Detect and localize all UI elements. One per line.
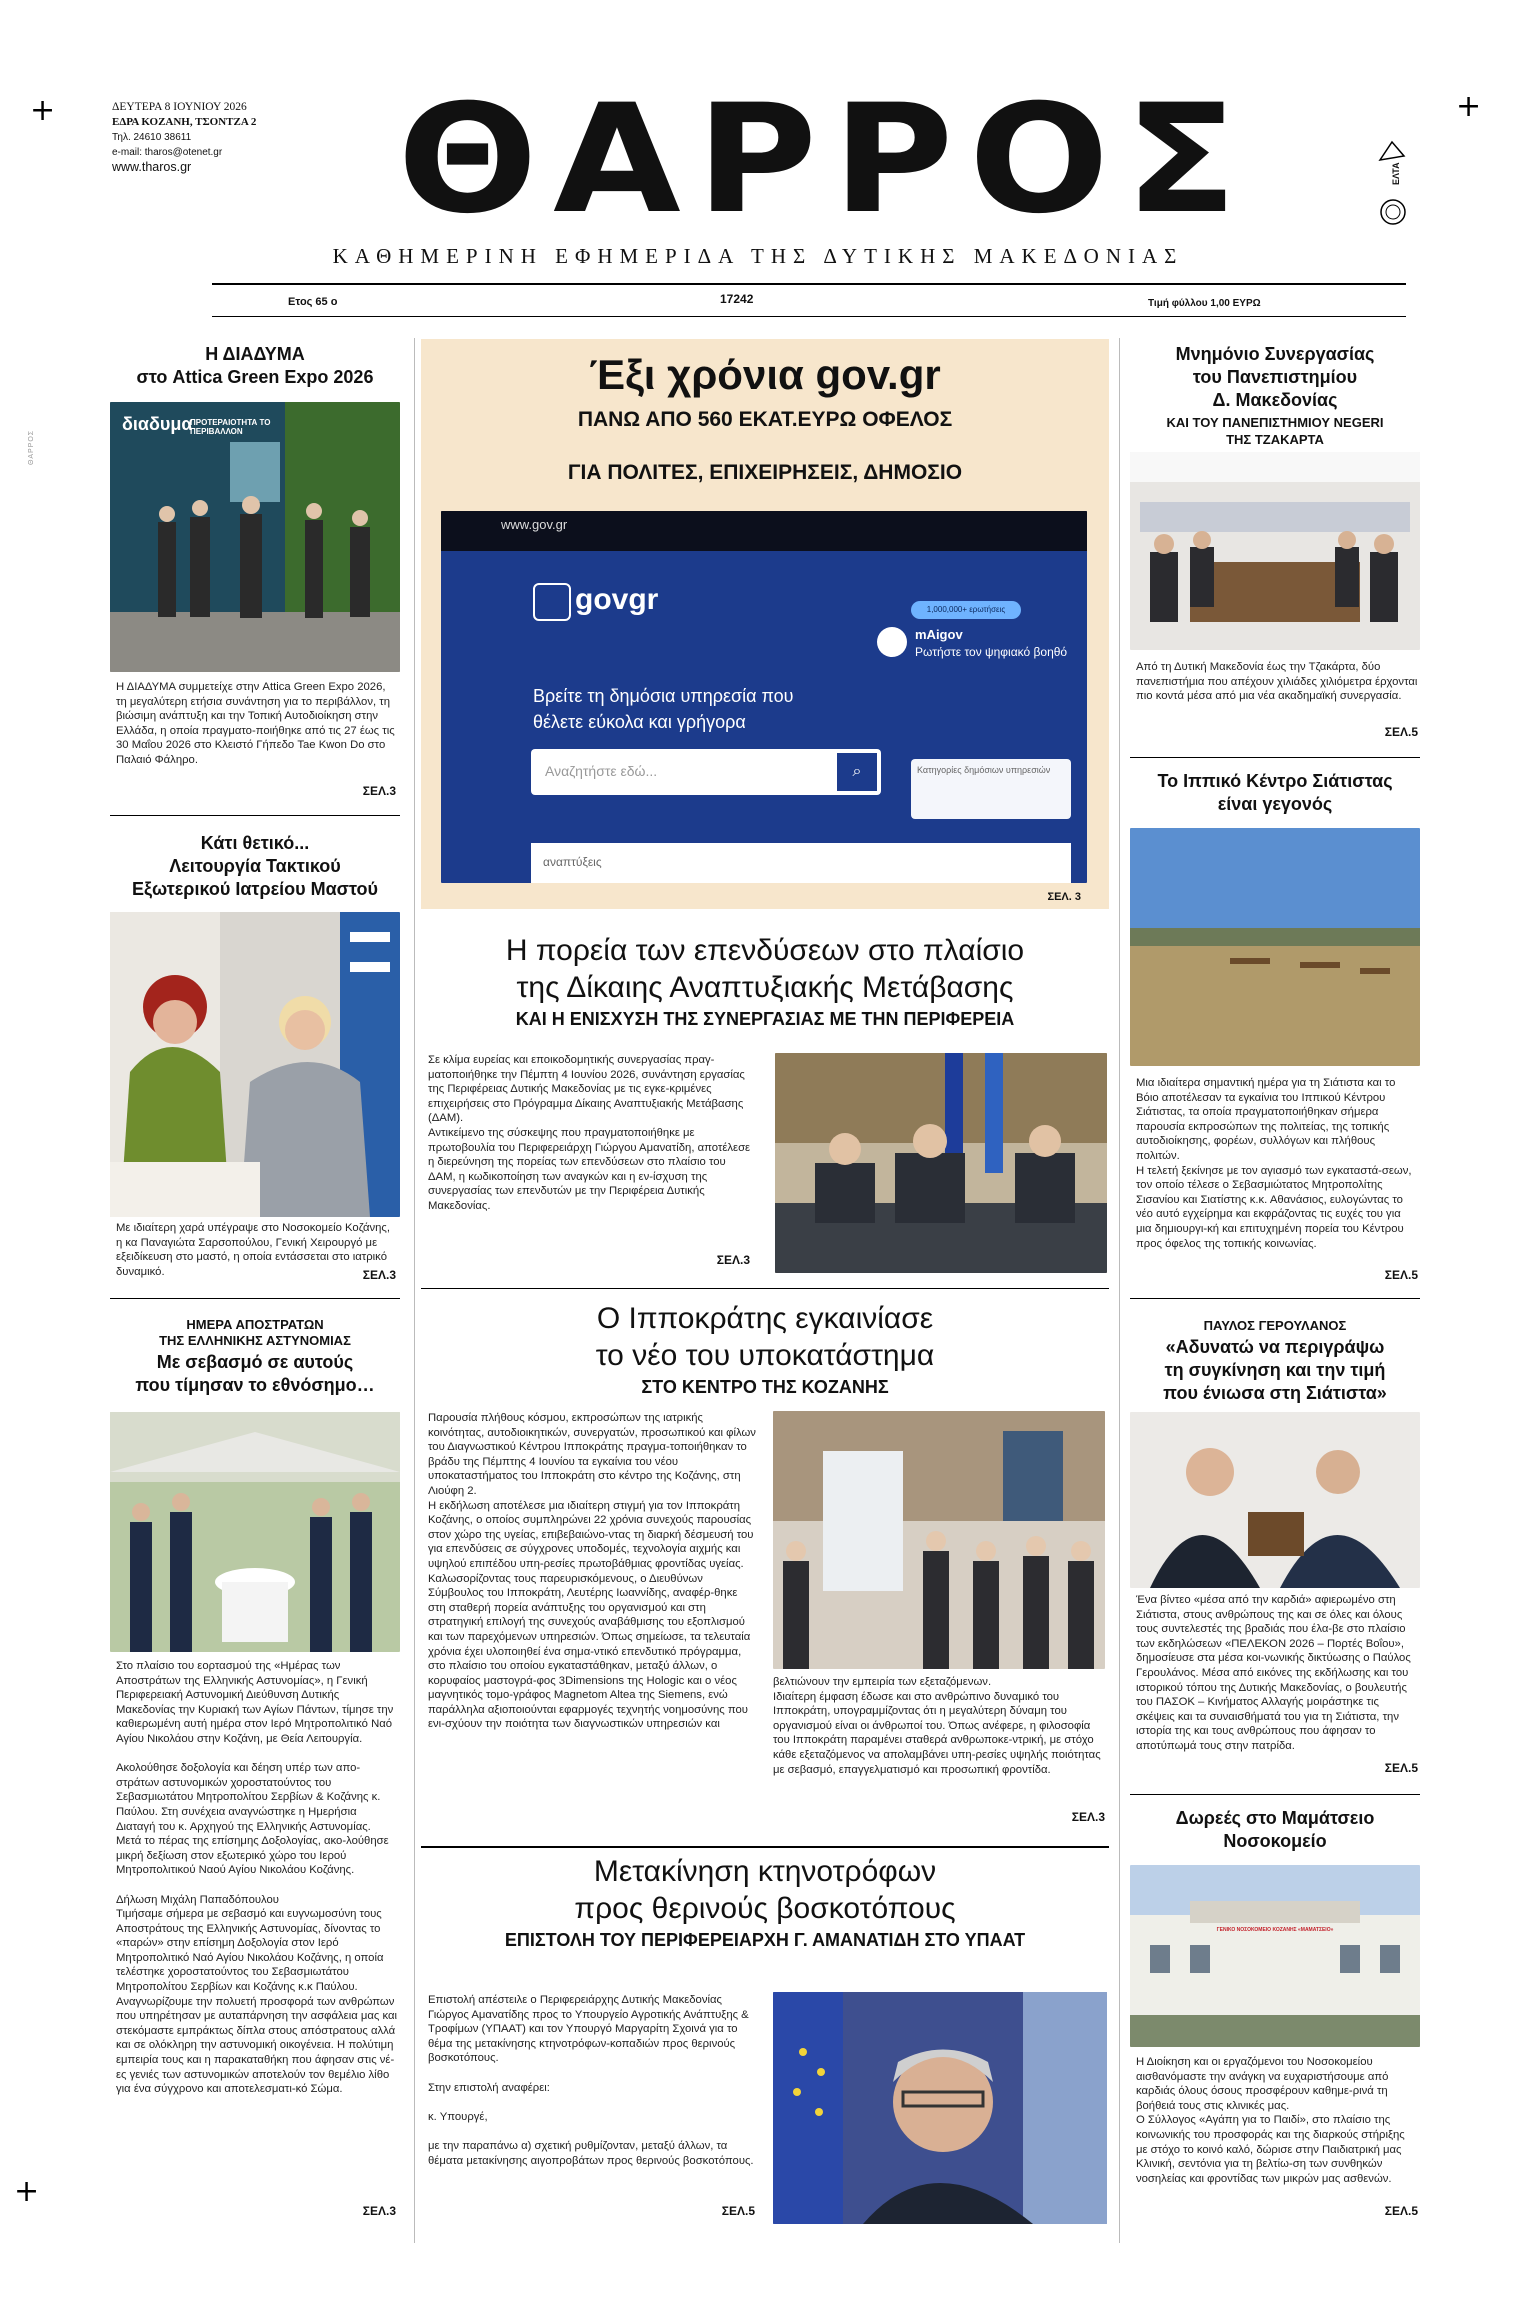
right-a4-title: Δωρεές στο Μαμάτσειο Νοσοκομείο (1175, 1808, 1375, 1851)
header-phone: Τηλ. 24610 38611 (112, 132, 192, 143)
center-a4-photo (773, 1992, 1107, 2224)
right-a2-photo (1130, 828, 1420, 1066)
right-a4-photo (1130, 1865, 1420, 2047)
right-a3-photo (1130, 1412, 1420, 1588)
elta-badge (1376, 120, 1410, 230)
screen-mai: mAigov (915, 627, 963, 642)
header-info (112, 100, 312, 175)
center-a2-page-ref: ΣΕΛ.3 (716, 1253, 750, 1267)
banner-text: ΠΡΟΤΕΡΑΙΟΤΗΤΑ ΤΟ ΠΕΡΙΒΑΛΛΟΝ (190, 418, 271, 436)
center-a4-page-ref: ΣΕΛ.5 (721, 2204, 755, 2218)
screen-chat-hint: Κατηγορίες δημόσιων υπηρεσιών (911, 759, 1071, 819)
screen-bottom: αναπτύξεις (531, 843, 1071, 883)
header-address: ΕΔΡΑ ΚΟΖΑΝΗ, ΤΣΟΝΤΖΑ 2 (112, 116, 257, 128)
right-a1-page-ref: ΣΕΛ.5 (1384, 725, 1418, 739)
year-label: Ετος 65 ο (288, 296, 338, 308)
lead-line2: ΓΙΑ ΠΟΛΙΤΕΣ, ΕΠΙΧΕΙΡΗΣΕΙΣ, ΔΗΜΟΣΙΟ (567, 461, 963, 484)
side-vertical-text: ΘΑΡΡΟΣ (28, 429, 35, 465)
crop-mark-bottom-left: + (14, 2174, 40, 2209)
center-a2-body: Σε κλίμα ευρείας και εποικοδομητικής συνεργασίας πραγ-ματοποιήθηκε την Πέμπτη 4 Ιουνίου 2026, συνάντηση εργασίας της Περιφέρειας Δυτικής Μακεδονίας με τις εγκε-κριμένες επιχειρήσεις στο Πρόγραμμα Δίκαιης Αναπτυξιακής Μετάβασης (ΔΑΜ). Αντικείμενο της σύσκεψης που πραγματοποιήθηκε με πρωτοβουλία του Περιφερειάρχη Γιώργου Αμανατίδη, αποτέλεσε η διερεύνηση της πορείας των επενδύσεων στο πλαίσιο του ΔΑΜ, η κωδικοποίηση των αναγκών και η εν-ίσχυση της συνεργασίας των επενδυτών με την Περιφέρεια Δυτικής Μακεδονίας. (428, 1054, 751, 1212)
masthead-subtitle: ΚΑΘΗΜΕΡΙΝΗ ΕΦΗΜΕΡΙΔΑ ΤΗΣ ΔΥΤΙΚΗΣ ΜΑΚΕΔΟΝΙΑΣ (332, 244, 1184, 268)
center-a3-title: Ο Ιπποκράτης εγκαινίασε το νέο του υποκατάστημα (595, 1302, 935, 1372)
center-a2-photo (775, 1053, 1107, 1273)
crop-mark-top-right: + (1456, 89, 1482, 124)
right-a4-page-ref: ΣΕΛ.5 (1384, 2204, 1418, 2218)
screen-search-box (531, 749, 881, 795)
lead-photo-govgr (441, 511, 1087, 883)
left-a3-photo (110, 1412, 400, 1652)
issue-number: 17242 (720, 292, 754, 306)
lead-box (421, 339, 1109, 909)
left-a1-page-ref: ΣΕΛ.3 (362, 784, 396, 798)
left-a1-title: Η ΔΙΑΔΥΜΑ στο Attica Green Expo 2026 (136, 344, 374, 387)
govgr-logo-icon (533, 583, 571, 621)
screen-chat-badge: 1,000,000+ ερωτήσεις (911, 601, 1021, 619)
lead-page-ref: ΣΕΛ. 3 (1047, 891, 1081, 903)
right-a1-sub: ΚΑΙ ΤΟΥ ΠΑΝΕΠΙΣΤΗΜΙΟΥ NEGERI ΤΗΣ ΤΖΑΚΑΡΤΑ (1166, 415, 1384, 447)
center-a3-body-right: βελτιώνουν την εμπειρία των εξεταζόμενων. Ιδιαίτερη έμφαση έδωσε και στο ανθρώπινο δυναμικό του Ιπποκράτη, υπογραμμίζοντας ότι η μεγαλύτερη δύναμη του οργανισμού είναι οι άνθρωποί του. Όπως ανέφερε, η φιλοσοφία του Ιπποκράτη παραμένει σταθερά ανθρωποκε-ντρική, με στόχο κάθε εξεταζόμενος να απολαμβάνει υπη-ρεσίες υψηλής ποιότητας με σεβασμό, επαγγελματισμό και προσωπική φροντίδα. (773, 1676, 1101, 1776)
center-a4-body: Επιστολή απέστειλε ο Περιφερειάρχης Δυτικής Μακεδονίας Γιώργος Αμανατίδης προς το Υπουργείο Αγροτικής Ανάπτυξης & Τροφίμων (ΥΠΑΑΤ) και τον Υπουργό Μαργαρίτη Σχοινά για το θέμα της μετακίνησης κτηνοτρόφων-κοπαδιών προς θερινούς βοσκοτόπους. Στην επιστολή αναφέρει: κ. Υπουργέ, με την παραπάνω α) σχετική ρυθμίζονταν, μεταξύ άλλων, τα θέματα μετακίνησης αιγοπροβάτων προς θερινούς βοσκοτόπους. (428, 1994, 754, 2167)
left-a3-kicker: ΗΜΕΡΑ ΑΠΟΣΤΡΑΤΩΝ ΤΗΣ ΕΛΛΗΝΙΚΗΣ ΑΣΤΥΝΟΜΙΑΣ (159, 1317, 351, 1348)
left-a2-page-ref: ΣΕΛ.3 (362, 1268, 396, 1282)
left-a3-body: Στο πλαίσιο του εορτασμού της «Ημέρας των Αποστράτων της Ελληνικής Αστυνομίας», η Γενική Περιφερειακή Αστυνομική Διεύθυνση Δυτικής Μακεδονίας την Κυριακή των Αγίων Πάντων, τίμησε την καθιερωμένη αυτή ημέρα στον Ιερό Μητροπολιτικό Ναό Αγίου Νικολάου στην Κοζάνη, με Θεία Λειτουργία. Ακολούθησε δοξολογία και δέηση υπέρ των απο-στράτων αστυνομικών χοροστατούντος του Σεβασμιωτάτου Μητροπολίτου Σερβίων & Κοζάνης κ. Παύλου. Στη συνέχεια αναγνώστηκε η Ημερήσια Διαταγή του κ. Αρχηγού της Ελληνικής Αστυνομίας. Μετά το πέρας της επίσημης Δοξολογίας, ακο-λούθησε μικρή δεξίωση στον εξωτερικό χώρο του Ιερού Μητροπολιτικού Ναού Αγίου Νικολάου Κοζάνης. Δήλωση Μιχάλη Παπαδόπουλου Τιμήσαμε σήμερα με σεβασμό και ευγνωμοσύνη τους Αποστράτους της Ελληνικής Αστυνομίας, δίνοντας το «παρών» στην επίσημη Δοξολογία στον Ιερό Μητροπολιτικό Ναό Αγίου Νικολάου Κοζάνης, η οποία τελέστηκε χοροστατούντος του Σεβασμιωτάτου Μητροπολίτου Σερβίων και Κοζάνης κ.κ Παύλου. Αναγνωρίζουμε την πολυετή προσφορά των ανθρώπων που υπηρέτησαν με αυταπάρνηση την ασφάλεια μας και στεκόμαστε εμπράκτως δίπλα στους απόστρατους αλλά και σε ολόκληρη την αστυνομική οικογένεια. Η πολύτιμη εμπειρία τους και η παρακαταθήκη που άφησαν στις νέ-ες γενιές των αστυνομικών αποτελούν τον θεμέλιο λίθο για ένα σύγχρονο και αποτελεσματι-κό Σώμα. (116, 1660, 398, 2096)
screen-logo: govgr (575, 583, 659, 616)
right-a2-body: Μια ιδιαίτερα σημαντική ημέρα για τη Σιάτιστα και το Βόιο αποτέλεσαν τα εγκαίνια του Ιππικού Κέντρου Σιάτιστας, τα οποία πραγματοποιήθηκαν σήμερα παρουσία εκπροσώπων της πολιτείας, της τοπικής αυτοδιοίκησης, φορέων, συλλόγων και πλήθους πολιτών. Η τελετή ξεκίνησε με τον αγιασμό των εγκαταστά-σεων, τον οποίο τέλεσε ο Σεβασμιώτατος Μητροπολίτης Σισανίου και Σιατίστης κ.κ. Αθανάσιος, ευλογώντας το νέο αυτό εγχείρημα και εκφράζοντας τις ευχές του για μια δημιουργι-κή και επιτυχημένη πορεία του Κέντρου προς όφελος της τοπικής κοινωνίας. (1136, 1077, 1412, 1250)
left-a2-title: Κάτι θετικό... Λειτουργία Τακτικού Εξωτερικού Ιατρείου Μαστού (132, 833, 378, 899)
center-a4-title: Μετακίνηση κτηνοτρόφων προς θερινούς βοσκοτόπους (574, 1855, 956, 1925)
center-a3-page-ref: ΣΕΛ.3 (1071, 1810, 1105, 1824)
left-a1-body: Η ΔΙΑΔΥΜΑ συμμετείχε στην Attica Green Expo 2026, τη μεγαλύτερη ετήσια συνάντηση για το περιβάλλον, τη βιώσιμη ανάπτυξη και την Τοπική Αυτοδιοίκηση στην Ελλάδα, η οποία πραγματο-ποιήθηκε από τις 27 έως τις 30 Μαΐου 2026 στο Κλειστό Γήπεδο Tae Kwon Do στο Παλαιό Φάληρο. (116, 681, 395, 766)
screen-search-placeholder: Αναζητήστε εδώ... (545, 763, 658, 779)
right-a3-title: «Αδυνατώ να περιγράψω τη συγκίνηση και την τιμή που ένιωσα στη Σιάτιστα» (1163, 1337, 1387, 1403)
hospital-sign: ΓΕΝΙΚΟ ΝΟΣΟΚΟΜΕΙΟ ΚΟΖΑΝΗΣ «ΜΑΜΑΤΣΕΙΟ» (1216, 1927, 1334, 1933)
banner-brand: διαδυμα (122, 414, 193, 434)
right-a3-body: Ένα βίντεο «μέσα από την καρδιά» αφιερωμένο στη Σιάτιστα, στους ανθρώπους της και σε όλες και όλους τους συντελεστές της βραδιάς που έλα-βε στο πλαίσιο των εκδηλώσεων «ΠΕΛΕΚΟΝ 2026 – Πορτές Βοΐου», δημοσίευσε στα μέσα κοι-νωνικής δικτύωσης ο Παύλος Γερουλάνος. Μέσα από εικόνες της εκδήλωσης και του ιστορικού τόπου της Δυτικής Μακεδονίας, ο βουλευτής του ΠΑΣΟΚ – Κινήματος Αλλαγής μοιράστηκε τις σκέψεις και τα συναισθήματά του για τη Σιάτιστα, την ιστορία της και τους ανθρώπους που άφησαν το αποτύπωμά τους στην πατρίδα. (1136, 1594, 1411, 1752)
left-a1-photo (110, 402, 400, 672)
center-a2-title: Η πορεία των επενδύσεων στο πλαίσιο της Δίκαιης Αναπτυξιακής Μετάβασης (505, 934, 1025, 1004)
crop-mark-top-left: + (30, 93, 56, 128)
header-email: e-mail: tharos@otenet.gr (112, 147, 223, 158)
right-a1-title: Μνημόνιο Συνεργασίας του Πανεπιστημίου Δ. Μακεδονίας (1175, 344, 1375, 410)
screen-chat-prompt: Ρωτήστε τον ψηφιακό βοηθό (915, 645, 1068, 659)
elta-label: ΕΛΤΑ (1391, 162, 1401, 185)
right-a2-page-ref: ΣΕΛ.5 (1384, 1268, 1418, 1282)
right-a3-kicker: ΠΑΥΛΟΣ ΓΕΡΟΥΛΑΝΟΣ (1203, 1318, 1347, 1333)
center-a3-photo (773, 1411, 1105, 1669)
masthead-title: ΘΑΡΡΟΣ (397, 73, 1253, 247)
header-website: www.tharos.gr (112, 160, 192, 174)
center-a3-sub: ΣΤΟ ΚΕΝΤΡΟ ΤΗΣ ΚΟΖΑΝΗΣ (641, 1377, 889, 1397)
lead-title: Έξι χρόνια gov.gr (589, 351, 941, 398)
right-a4-body: Η Διοίκηση και οι εργαζόμενοι του Νοσοκομείου αισθανόμαστε την ανάγκη να ευχαριστήσουμε από καρδιάς όλους όσους προσφέρουν καθημε-ρινά τη βοήθειά τους στις κλινικές μας. Ο Σύλλογος «Αγάπη για το Παιδί», στο πλαίσιο της κοινωνικής του προσφοράς και της διαρκούς στήριξης με στόχο το κοινό καλό, δώρισε στην Παιδιατρική μας Κλινική, σεντόνια για τη βελτίω-ση των συνθηκών νοσηλείας και φροντίδας των μικρών μας ασθενών. (1136, 2056, 1405, 2185)
center-a4-sub: ΕΠΙΣΤΟΛΗ ΤΟΥ ΠΕΡΙΦΕΡΕΙΑΡΧΗ Γ. ΑΜΑΝΑΤΙΔΗ ΣΤΟ ΥΠΑΑΤ (504, 1930, 1026, 1950)
right-a1-body: Από τη Δυτική Μακεδονία έως την Τζακάρτα, δύο πανεπιστήμια που απέχουν χιλιάδες χιλιόμετρα έρχονται πιο κοντά μέσα από μια νέα ακαδημαϊκή συνεργασία. (1136, 661, 1418, 703)
chat-bot-icon (877, 627, 907, 657)
lead-line1: ΠΑΝΩ ΑΠΟ 560 ΕΚΑΤ.ΕΥΡΩ ΟΦΕΛΟΣ (577, 408, 953, 431)
left-a3-title: Με σεβασμό σε αυτούς που τίμησαν το εθνόσημο… (135, 1352, 375, 1395)
right-a3-page-ref: ΣΕΛ.5 (1384, 1761, 1418, 1775)
center-a3-body-left: Παρουσία πλήθους κόσμου, εκπροσώπων της ιατρικής κοινότητας, αυτοδιοικητικών, συνεργατών, προσωπικού και φίλων του Διαγνωστικού Κέντρου Ιπποκράτης πραγμα-τοποιήθηκαν το βράδυ της Πέμπτης 4 Ιουνίου τα εγκαίνια του νέου υποκαταστήματος του Ιπποκράτη στο κέντρο της Κοζάνης, στη Λιούφη 2. Η εκδήλωση αποτέλεσε μια ιδιαίτερη στιγμή για τον Ιπποκράτη Κοζάνης, ο οποίος συμπληρώνει 22 χρόνια συνεχούς παρουσίας στον χώρο της υγείας, επιβεβαιώνο-ντας τη διαρκή δέσμευσή του για επενδύσεις σε σύγχρονες υποδομές, τεχνολογία αιχμής και υψηλού επιπέδου υπη-ρεσίες πρωτοβάθμιας φροντίδας υγείας. Καλωσορίζοντας τους παρευρισκόμενους, ο Διευθύνων Σύμβουλος του Ιπποκράτη, Λευτέρης Ιωαννίδης, αναφέρ-θηκε στη σταθερή πορεία ανάπτυξης του οργανισμού και στη στρατηγική επιλογή της συνεχούς αναβάθμισης του εξοπλισμού και των παρεχόμενων υπηρεσιών. Όπως σημείωσε, τα τελευταία χρόνια έχει υλοποιηθεί ένα σημα-ντικό επενδυτικό πρόγραμμα, στο πλαίσιο του οποίου εγκαταστάθηκαν, μεταξύ άλλων, ο κορυφαίος μαστογρά-φος 3Dimensions της Hologic και ο νέος μαγνητικός τομο-γράφος Magnetom Altea της Siemens, ενώ παράλληλα αξιοποιούνται εφαρμογές τεχνητής νοημοσύνης που ενι-σχύουν την ποιότητα των διαγνωστικών υπηρεσιών και (428, 1412, 756, 1731)
left-a2-photo (110, 912, 400, 1217)
search-icon: ⌕ (837, 753, 877, 791)
screen-url: www.gov.gr (501, 517, 568, 532)
price-label: Τιμή φύλλου 1,00 ΕΥΡΩ (1148, 298, 1261, 309)
right-a2-title: Το Ιππικό Κέντρο Σιάτιστας είναι γεγονός (1157, 771, 1393, 814)
header-date: ΔΕΥΤΕΡΑ 8 ΙΟΥΝΙΟΥ 2026 (112, 101, 247, 113)
center-a2-sub: ΚΑΙ Η ΕΝΙΣΧΥΣΗ ΤΗΣ ΣΥΝΕΡΓΑΣΙΑΣ ΜΕ ΤΗΝ ΠΕΡΙΦΕΡΕΙΑ (515, 1009, 1015, 1029)
left-a2-body: Με ιδιαίτερη χαρά υπέγραψε στο Νοσοκομείο Κοζάνης, η κα Παναγιώτα Σαρσοπούλου, Γενική Χειρουργό με εξειδίκευση στο μαστό, η οποία εντάσσεται στο ιατρικό δυναμικό. (116, 1222, 390, 1278)
right-a1-photo (1130, 452, 1420, 650)
screen-headline: Βρείτε τη δημόσια υπηρεσία που θέλετε εύκολα και γρήγορα (533, 686, 794, 732)
left-a3-page-ref: ΣΕΛ.3 (362, 2204, 396, 2218)
